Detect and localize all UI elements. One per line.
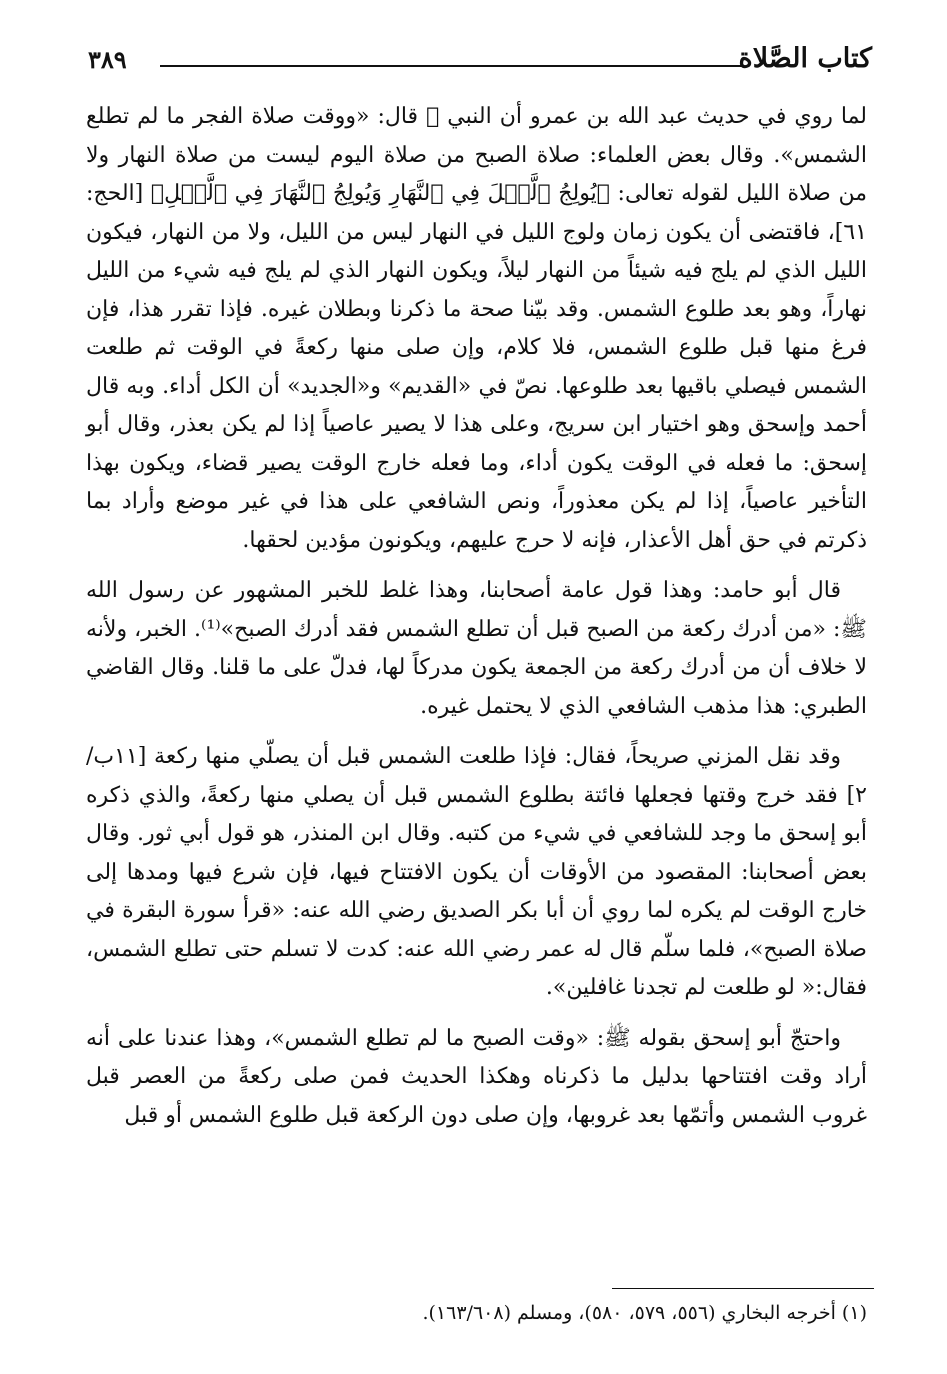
- main-text: [86, 98, 867, 1135]
- header-rule: [160, 65, 744, 67]
- footnote-divider: [612, 1288, 874, 1289]
- footnote: (١) أخرجه البخاري (٥٥٦، ٥٧٩، ٥٨٠)، ومسلم (١٦٣/٦٠٨).: [422, 1302, 867, 1324]
- page-header: [88, 40, 872, 80]
- paragraph: وقد نقل المزني صريحاً، فقال: فإذا طلعت الشمس قبل أن يصلّي منها ركعة [١١ب/٢] فقد خرج وقتها فجعلها فائتة بطلوع الشمس قبل أن يصلي منها ركعةً، والذي ذكره أبو إسحق ما وجد للشافعي في شيء من كتبه. وقال ابن المنذر، هو قول أبي ثور. وقال بعض أصحابنا: المقصود من الأوقات أن يكون الافتتاح فيها، فإن شرع فيها ومدها إلى خارج الوقت لم يكره لما روي أن أبا بكر الصديق رضي الله عنه: «قرأ سورة البقرة في صلاة الصبح»، فلما سلّم قال له عمر رضي الله عنه: كدت لا تسلم حتى تطلع الشمس، فقال:« لو طلعت لم تجدنا غافلين».: [86, 744, 867, 1000]
- page-number: ٣٨٩: [88, 45, 127, 74]
- paragraph: لما روي في حديث عبد الله بن عمرو أن النبي ﷺ قال: «ووقت صلاة الفجر ما لم تطلع الشمس». وقال بعض العلماء: صلاة الصبح من صلاة اليوم ليست من صلاة النهار ولا من صلاة الليل لقوله تعالى: ﴿يُولِجُ ٱلَّيۡلَ فِي ٱلنَّهَارِ وَيُولِجُ ٱلنَّهَارَ فِي ٱلَّيۡلِ﴾ [الحج: ٦١]، فاقتضى أن يكون زمان ولوج الليل في النهار ليس من الليل، ولا من النهار، فيكون الليل الذي لم يلج فيه شيئاً من النهار ليلاً، ويكون النهار الذي لم يلج فيه شيء من الليل نهاراً، وهو بعد طلوع الشمس. وقد بيّنا صحة ما ذكرنا وبطلان غيره. فإذا تقرر هذا، فإن فرغ منها قبل طلوع الشمس، فلا كلام، وإن صلى منها ركعةً في الوقت ثم طلعت الشمس فيصلي باقيها بعد طلوعها. نصّ في «القديم» و«الجديد» أن الكل أداء. وبه قال أحمد وإسحق وهو اختيار ابن سريج، وعلى هذا لا يصير عاصياً إذا لم يكن بعذر، وقال أبو إسحق: ما فعله في الوقت يكون أداء، وما فعله خارج الوقت يصير قضاء، ويكون بهذا التأخير عاصياً، إذا لم يكن معذوراً، ونص الشافعي على هذا في غير موضع وأراد بما ذكرتم في حق أهل الأعذار، فإنه لا حرج عليهم، ويكونون مؤدين لحقها.: [86, 104, 867, 553]
- page-title: كتاب الصَّلاة: [738, 43, 872, 74]
- paragraph: واحتجّ أبو إسحق بقوله ﷺ: «وقت الصبح ما لم تطلع الشمس»، وهذا عندنا على أنه أراد وقت افتتاحها بدليل ما ذكرناه وهكذا الحديث فمن صلى ركعةً من العصر قبل غروب الشمس وأتمّها بعد غروبها، وإن صلى دون الركعة قبل طلوع الشمس أو قبل: [86, 1025, 867, 1128]
- paragraph: قال أبو حامد: وهذا قول عامة أصحابنا، وهذا غلط للخبر المشهور عن رسول الله ﷺ: «من أدرك ركعة من الصبح قبل أن تطلع الشمس فقد أدرك الصبح»⁽¹⁾. الخبر، ولأنه لا خلاف أن من أدرك ركعة من الجمعة يكون مدركاً لها، فدلّ على ما قلنا. وقال القاضي الطبري: هذا مذهب الشافعي الذي لا يحتمل غيره.: [86, 578, 867, 719]
